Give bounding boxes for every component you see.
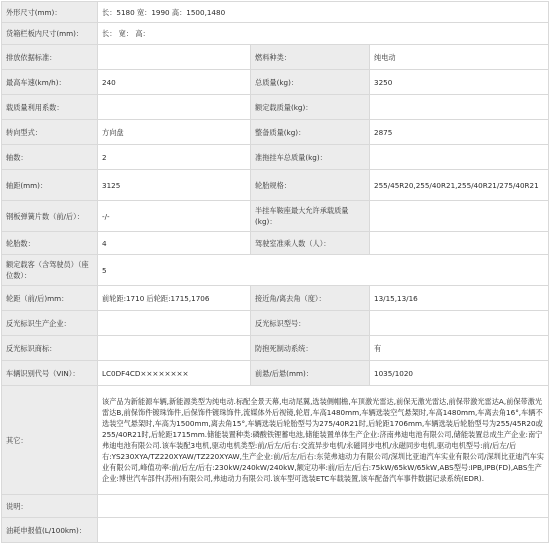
row-description bbox=[2, 495, 549, 518]
row-passengers bbox=[2, 255, 549, 286]
emission-standard-label: 排放依据标准： bbox=[2, 45, 98, 70]
dimensions-label: 外形尺寸(mm)： bbox=[2, 2, 98, 23]
trailer-mass-label: 准拖挂车总质量(kg)： bbox=[251, 145, 370, 170]
fuel-consumption-value bbox=[98, 518, 549, 543]
row-vin bbox=[2, 361, 549, 386]
vehicle-spec-table bbox=[1, 1, 549, 543]
rated-passengers-value: 5 bbox=[98, 255, 549, 286]
rated-load-value bbox=[370, 95, 549, 120]
abs-label: 防抱死制动系统： bbox=[251, 336, 370, 361]
row-steering bbox=[2, 120, 549, 145]
max-speed-value: 240 bbox=[98, 70, 251, 95]
emission-standard-value bbox=[98, 45, 251, 70]
row-other bbox=[2, 386, 549, 495]
reflector-brand-value bbox=[98, 336, 251, 361]
cargo-box-label: 货箱栏板内尺寸(mm)： bbox=[2, 23, 98, 45]
curb-mass-value: 2875 bbox=[370, 120, 549, 145]
row-axles bbox=[2, 145, 549, 170]
cargo-box-value: 长： 宽： 高： bbox=[98, 23, 549, 45]
row-dimensions bbox=[2, 2, 549, 23]
saddle-load-label: 半挂车鞍座最大允许承载质量(kg)： bbox=[251, 201, 370, 232]
tire-spec-value: 255/45R20,255/40R21,255/40R21/275/40R21 bbox=[370, 170, 549, 201]
reflector-maker-label: 反光标识生产企业： bbox=[2, 311, 98, 336]
row-reflector-brand bbox=[2, 336, 549, 361]
reflector-model-value bbox=[370, 311, 549, 336]
description-label: 说明： bbox=[2, 495, 98, 518]
vin-value: LC0DF4CD×××××××× bbox=[98, 361, 251, 386]
leaf-springs-label: 钢板弹簧片数（前/后）： bbox=[2, 201, 98, 232]
load-coefficient-value bbox=[98, 95, 251, 120]
leaf-springs-value: -/- bbox=[98, 201, 251, 232]
overhang-label: 前悬/后悬(mm)： bbox=[251, 361, 370, 386]
row-springs bbox=[2, 201, 549, 232]
row-load bbox=[2, 95, 549, 120]
track-label: 轮距（前/后)mm： bbox=[2, 286, 98, 311]
load-coefficient-label: 载质量利用系数： bbox=[2, 95, 98, 120]
rated-load-label: 额定载质量(kg)： bbox=[251, 95, 370, 120]
tire-count-value: 4 bbox=[98, 232, 251, 255]
approach-angle-value: 13/15,13/16 bbox=[370, 286, 549, 311]
other-notes: 该产品为新能源车辆,新能源类型为纯电动.标配全景天幕,电动尾翼,选装侧帽檐,车顶激光雷达,前保无激光雷达,前保带激光雷达A,前保带激光雷达B,前保饰件镀珠饰件,后保饰件镀珠饰件,流媒体外后视镜,轮眉,车高1480mm,车辆选装空气悬架时,车高1480mm,车离去角16°,车辆不选装空气悬架时,车高为1500mm,离去角15°,车辆选装后轮胎型号为275/40R21时,后轮距1706mm,车辆选装后轮胎型号为255/45R20或255/40R21时,后轮距1715mm.储能装置种类:磷酸铁锂蓄电池,储能装置单体生产企业:济南弗迪电池有限公司,储能装置总成生产企业:南宁弗迪电池有限公司.该车装配3电机,驱动电机类型:前/后左/后右:交流异步电机/永磁同步电机/永磁同步电机,驱动电机型号:前/后左/后右:YS230XYA/TZ220XYAW/TZ220XYAW,生产企业:前/后左/后右:东莞弗迪动力有限公司/深圳比亚迪汽车实业有限公司/深圳比亚迪汽车实业有限公司,峰值功率:前/后左/后右:230kW/240kW/240kW,额定功率:前/后左/后右:75kW/65kW/65kW,ABS型号:IPB,IPB(FD),ABS生产企业:博世汽车部件(苏州)有限公司,弗迪动力有限公司.该车型可选装ETC车载装置,该车配备汽车事件数据记录系统(EDR). bbox=[98, 386, 549, 495]
total-mass-value: 3250 bbox=[370, 70, 549, 95]
dimensions-value: 长：5180 宽：1990 高：1500,1480 bbox=[98, 2, 549, 23]
wheelbase-label: 轴距(mm)： bbox=[2, 170, 98, 201]
trailer-mass-value bbox=[370, 145, 549, 170]
rated-passengers-label: 额定载客（含驾驶员）（座位数）： bbox=[2, 255, 98, 286]
cab-seats-label: 驾驶室准乘人数（人）： bbox=[251, 232, 370, 255]
wheelbase-value: 3125 bbox=[98, 170, 251, 201]
axles-label: 轴数： bbox=[2, 145, 98, 170]
other-label: 其它： bbox=[2, 386, 98, 495]
fuel-type-value: 纯电动 bbox=[370, 45, 549, 70]
row-track bbox=[2, 286, 549, 311]
reflector-model-label: 反光标识型号： bbox=[251, 311, 370, 336]
reflector-maker-value bbox=[98, 311, 251, 336]
row-wheelbase bbox=[2, 170, 549, 201]
row-emission-fuel bbox=[2, 45, 549, 70]
reflector-brand-label: 反光标识商标： bbox=[2, 336, 98, 361]
row-speed-mass bbox=[2, 70, 549, 95]
row-tires bbox=[2, 232, 549, 255]
fuel-type-label: 燃料种类： bbox=[251, 45, 370, 70]
vin-label: 车辆识别代号（VIN）： bbox=[2, 361, 98, 386]
approach-angle-label: 接近角/离去角（度）： bbox=[251, 286, 370, 311]
max-speed-label: 最高车速(km/h)： bbox=[2, 70, 98, 95]
overhang-value: 1035/1020 bbox=[370, 361, 549, 386]
saddle-load-value bbox=[370, 201, 549, 232]
tire-count-label: 轮胎数： bbox=[2, 232, 98, 255]
description-value bbox=[98, 495, 549, 518]
abs-value: 有 bbox=[370, 336, 549, 361]
axles-value: 2 bbox=[98, 145, 251, 170]
steering-value: 方向盘 bbox=[98, 120, 251, 145]
steering-label: 转向型式： bbox=[2, 120, 98, 145]
curb-mass-label: 整备质量(kg)： bbox=[251, 120, 370, 145]
row-reflector-maker bbox=[2, 311, 549, 336]
track-value: 前轮距:1710 后轮距:1715,1706 bbox=[98, 286, 251, 311]
fuel-consumption-label: 油耗申报值(L/100km)： bbox=[2, 518, 98, 543]
row-cargo-box bbox=[2, 23, 549, 45]
row-fuel-consumption bbox=[2, 518, 549, 543]
total-mass-label: 总质量(kg)： bbox=[251, 70, 370, 95]
cab-seats-value bbox=[370, 232, 549, 255]
tire-spec-label: 轮胎规格： bbox=[251, 170, 370, 201]
